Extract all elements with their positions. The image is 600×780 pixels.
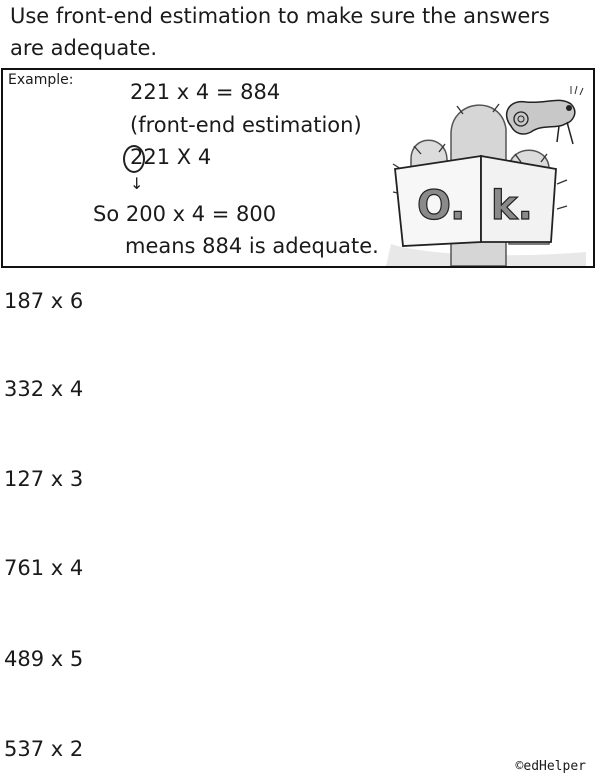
copyright-notice: ©edHelper — [515, 759, 586, 774]
example-front-end: 221 X 4 — [130, 145, 212, 169]
instructions — [10, 0, 580, 64]
problem-item: 537 x 2 — [4, 737, 84, 761]
problem-item: 332 x 4 — [4, 377, 84, 401]
example-label: Example: — [8, 72, 74, 88]
problem-item: 127 x 3 — [4, 467, 84, 491]
example-conclusion: means 884 is adequate. — [125, 234, 379, 258]
instructions-line-1: Use front-end estimation to make sure the answers — [10, 4, 550, 28]
example-box — [1, 68, 595, 268]
cactus-ok-illustration — [381, 74, 593, 266]
sign-letter-o: O. — [417, 183, 466, 229]
down-arrow-icon: ↓ — [130, 174, 144, 193]
problem-item: 761 x 4 — [4, 556, 84, 580]
sign-letter-k: k. — [491, 183, 533, 229]
front-digit-circle — [123, 145, 145, 173]
example-equation: 221 x 4 = 884 — [130, 80, 281, 104]
instructions-line-2: are adequate. — [10, 36, 158, 60]
problem-item: 187 x 6 — [4, 289, 84, 313]
example-estimate: So 200 x 4 = 800 — [93, 202, 277, 226]
problem-item: 489 x 5 — [4, 647, 84, 671]
example-method: (front-end estimation) — [130, 113, 362, 137]
